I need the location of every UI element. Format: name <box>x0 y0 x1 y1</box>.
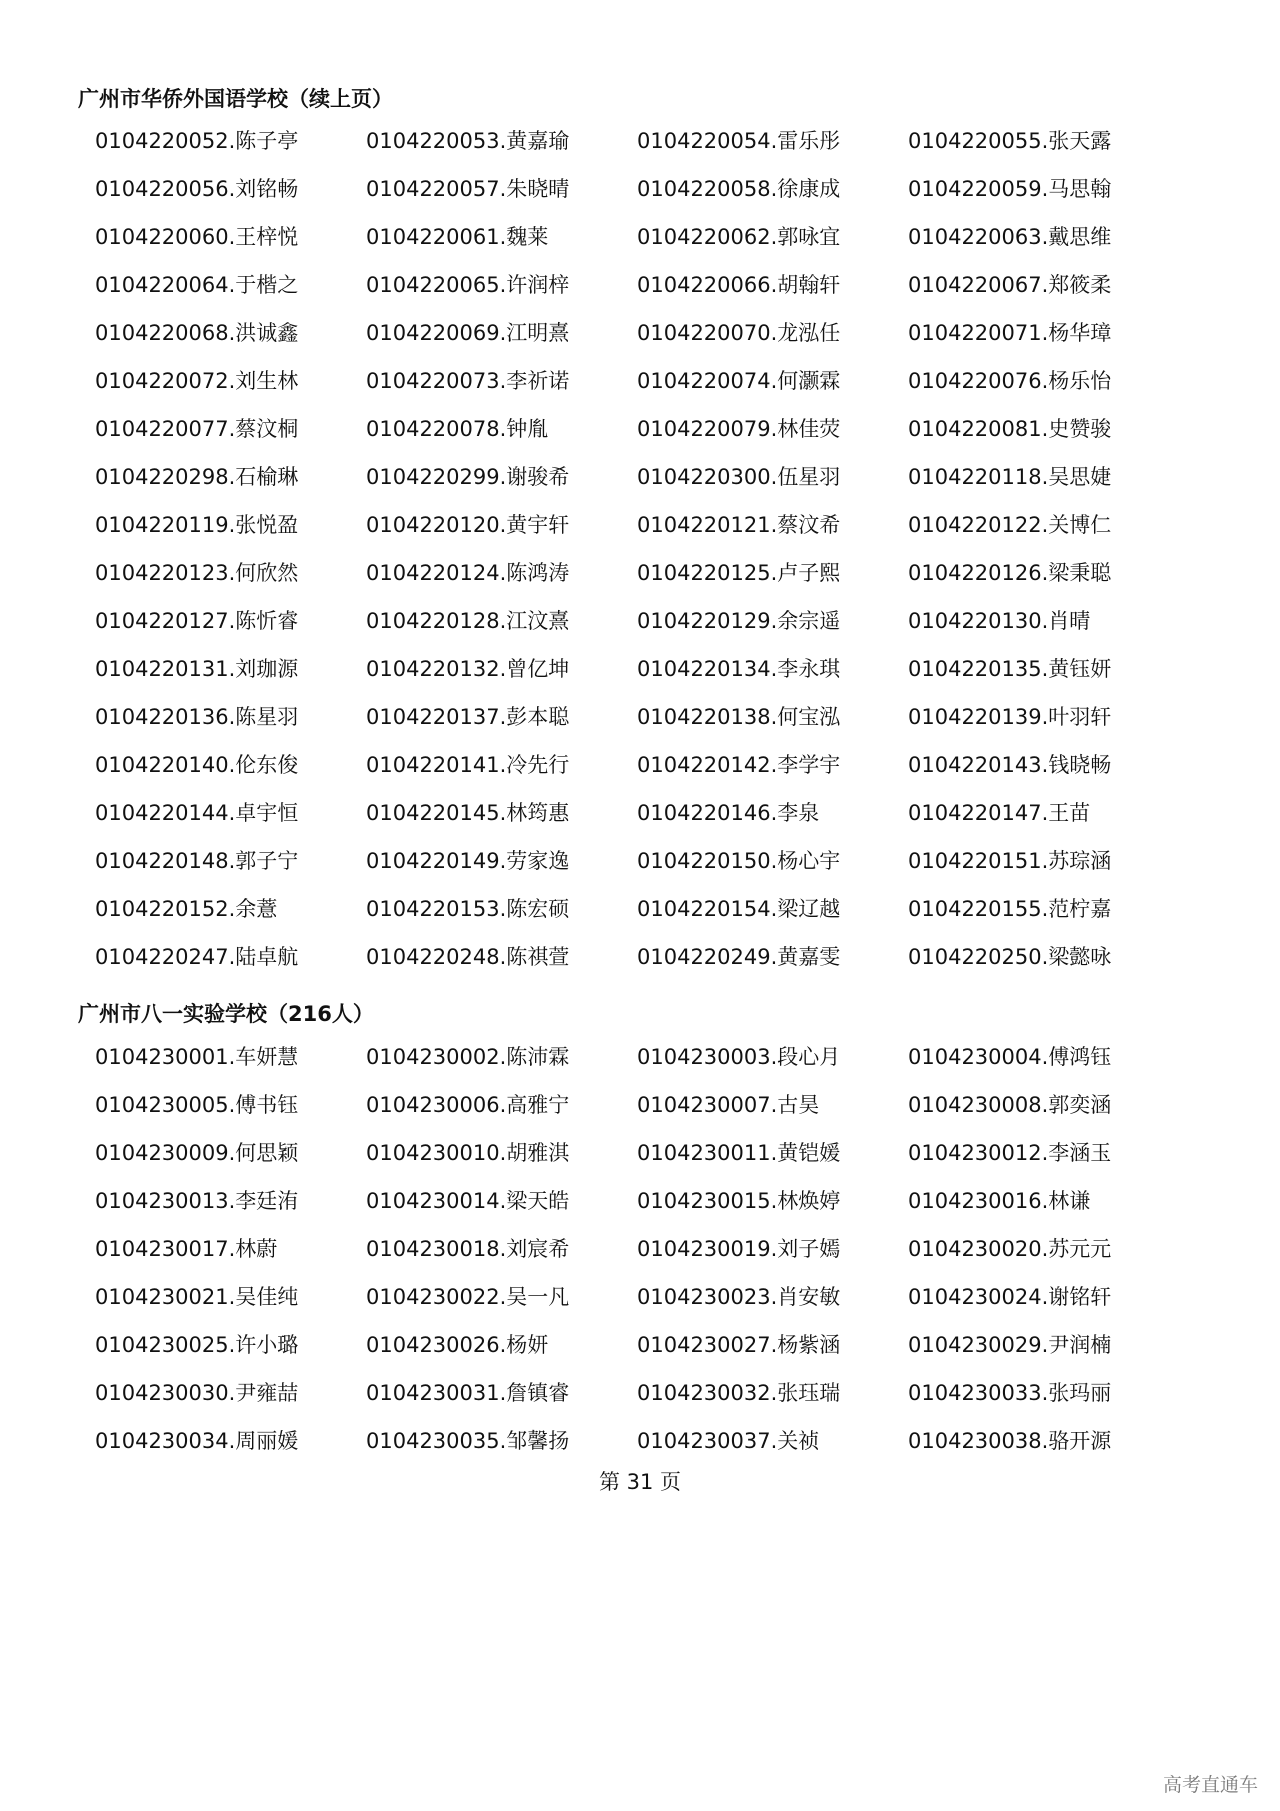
list-item: 0104230022.吴一凡 <box>366 1285 570 1309</box>
name-list <box>95 1033 1179 1465</box>
list-item: 0104220057.朱晓晴 <box>366 177 570 201</box>
list-item: 0104230035.邹馨扬 <box>366 1429 570 1453</box>
list-item: 0104220136.陈星羽 <box>95 705 299 729</box>
list-item: 0104220081.史赞骏 <box>908 417 1112 441</box>
list-item: 0104220072.刘生林 <box>95 369 299 393</box>
list-item: 0104220299.谢骏希 <box>366 465 570 489</box>
list-item: 0104220141.冷先行 <box>366 753 570 777</box>
list-item: 0104230006.高雅宁 <box>366 1093 570 1117</box>
list-item: 0104220060.王梓悦 <box>95 225 299 249</box>
list-item: 0104220298.石榆琳 <box>95 465 299 489</box>
list-item: 0104220123.何欣然 <box>95 561 299 585</box>
watermark: 高考直通车 <box>1162 1774 1258 1796</box>
list-item: 0104220055.张天露 <box>908 129 1112 153</box>
list-item: 0104220146.李泉 <box>637 801 820 825</box>
list-item: 0104220131.刘珈源 <box>95 657 299 681</box>
list-item: 0104220140.伦东俊 <box>95 753 299 777</box>
list-item: 0104220053.黄嘉瑜 <box>366 129 570 153</box>
list-item: 0104230026.杨妍 <box>366 1333 549 1357</box>
list-item: 0104230005.傅书钰 <box>95 1093 299 1117</box>
list-item: 0104230017.林蔚 <box>95 1237 278 1261</box>
list-item: 0104220121.蔡汶希 <box>637 513 841 537</box>
list-item: 0104220063.戴思维 <box>908 225 1112 249</box>
list-item: 0104220153.陈宏硕 <box>366 897 570 921</box>
list-item: 0104220151.苏琮涵 <box>908 849 1112 873</box>
list-item: 0104220066.胡翰轩 <box>637 273 841 297</box>
list-item: 0104220065.许润梓 <box>366 273 570 297</box>
list-item: 0104220148.郭子宁 <box>95 849 299 873</box>
list-item: 0104230009.何思颖 <box>95 1141 299 1165</box>
list-item: 0104220155.范柠嘉 <box>908 897 1112 921</box>
list-item: 0104220250.梁懿咏 <box>908 945 1112 969</box>
list-item: 0104220142.李学宇 <box>637 753 841 777</box>
list-item: 0104230010.胡雅淇 <box>366 1141 570 1165</box>
name-list <box>95 117 1179 981</box>
list-item: 0104230038.骆开源 <box>908 1429 1112 1453</box>
list-item: 0104220118.吴思婕 <box>908 465 1112 489</box>
list-item: 0104220138.何宝泓 <box>637 705 841 729</box>
list-item: 0104230025.许小璐 <box>95 1333 299 1357</box>
list-item: 0104230021.吴佳纯 <box>95 1285 299 1309</box>
list-item: 0104230031.詹镇睿 <box>366 1381 570 1405</box>
list-item: 0104230032.张珏瑞 <box>637 1381 841 1405</box>
list-item: 0104220120.黄宇轩 <box>366 513 570 537</box>
list-item: 0104230001.车妍慧 <box>95 1045 299 1069</box>
list-item: 0104220300.伍星羽 <box>637 465 841 489</box>
list-item: 0104220068.洪诚鑫 <box>95 321 299 345</box>
list-item: 0104230007.古昊 <box>637 1093 820 1117</box>
list-item: 0104220126.梁秉聪 <box>908 561 1112 585</box>
list-item: 0104220070.龙泓任 <box>637 321 841 345</box>
list-item: 0104230034.周丽媛 <box>95 1429 299 1453</box>
list-item: 0104220059.马思翰 <box>908 177 1112 201</box>
list-item: 0104220076.杨乐怡 <box>908 369 1112 393</box>
list-item: 0104220061.魏莱 <box>366 225 549 249</box>
list-item: 0104220079.林佳荧 <box>637 417 841 441</box>
list-item: 0104230018.刘宸希 <box>366 1237 570 1261</box>
list-item: 0104220127.陈忻睿 <box>95 609 299 633</box>
list-item: 0104220129.余宗遥 <box>637 609 841 633</box>
list-item: 0104230016.林谦 <box>908 1189 1091 1213</box>
list-item: 0104220145.林筠惠 <box>366 801 570 825</box>
list-item: 0104220071.杨华璋 <box>908 321 1112 345</box>
list-item: 0104230023.肖安敏 <box>637 1285 841 1309</box>
list-item: 0104220067.郑筱柔 <box>908 273 1112 297</box>
list-item: 0104220056.刘铭畅 <box>95 177 299 201</box>
list-item: 0104220139.叶羽轩 <box>908 705 1112 729</box>
list-item: 0104220247.陆卓航 <box>95 945 299 969</box>
list-item: 0104220143.钱晓畅 <box>908 753 1112 777</box>
list-item: 0104230033.张玛丽 <box>908 1381 1112 1405</box>
list-item: 0104220119.张悦盈 <box>95 513 299 537</box>
list-item: 0104230027.杨紫涵 <box>637 1333 841 1357</box>
list-item: 0104220134.李永琪 <box>637 657 841 681</box>
list-item: 0104220062.郭咏宜 <box>637 225 841 249</box>
list-item: 0104220124.陈鸿涛 <box>366 561 570 585</box>
list-item: 0104220137.彭本聪 <box>366 705 570 729</box>
list-item: 0104220130.肖晴 <box>908 609 1091 633</box>
list-item: 0104220054.雷乐彤 <box>637 129 841 153</box>
list-item: 0104220125.卢子熙 <box>637 561 841 585</box>
list-item: 0104230004.傅鸿钰 <box>908 1045 1112 1069</box>
list-item: 0104220064.于楷之 <box>95 273 299 297</box>
list-item: 0104230037.关祯 <box>637 1429 820 1453</box>
list-item: 0104220135.黄钰妍 <box>908 657 1112 681</box>
list-item: 0104220069.江明熹 <box>366 321 570 345</box>
list-item: 0104220152.余薏 <box>95 897 278 921</box>
list-item: 0104220144.卓宇恒 <box>95 801 299 825</box>
list-item: 0104230012.李涵玉 <box>908 1141 1112 1165</box>
list-item: 0104230015.林焕婷 <box>637 1189 841 1213</box>
list-item: 0104230011.黄铠媛 <box>637 1141 841 1165</box>
list-item: 0104220128.江汶熹 <box>366 609 570 633</box>
page-number: 第 31 页 <box>598 1470 682 1494</box>
list-item: 0104230030.尹雍喆 <box>95 1381 299 1405</box>
list-item: 0104230024.谢铭轩 <box>908 1285 1112 1309</box>
list-item: 0104230002.陈沛霖 <box>366 1045 570 1069</box>
list-item: 0104230020.苏元元 <box>908 1237 1112 1261</box>
list-item: 0104220058.徐康成 <box>637 177 841 201</box>
list-item: 0104230008.郭奕涵 <box>908 1093 1112 1117</box>
section-title: 广州市华侨外国语学校（续上页） <box>78 87 393 111</box>
list-item: 0104220132.曾亿坤 <box>366 657 570 681</box>
list-item: 0104220052.陈子亭 <box>95 129 299 153</box>
list-item: 0104220150.杨心宇 <box>637 849 841 873</box>
section-title: 广州市八一实验学校（216人） <box>78 1002 374 1026</box>
list-item: 0104230014.梁天皓 <box>366 1189 570 1213</box>
list-item: 0104220077.蔡汶桐 <box>95 417 299 441</box>
list-item: 0104230019.刘子嫣 <box>637 1237 841 1261</box>
list-item: 0104220073.李祈诺 <box>366 369 570 393</box>
list-item: 0104220074.何灏霖 <box>637 369 841 393</box>
list-item: 0104220078.钟胤 <box>366 417 549 441</box>
list-item: 0104220249.黄嘉雯 <box>637 945 841 969</box>
list-item: 0104220154.梁辽越 <box>637 897 841 921</box>
list-item: 0104220248.陈祺萱 <box>366 945 570 969</box>
list-item: 0104220149.劳家逸 <box>366 849 570 873</box>
list-item: 0104230029.尹润楠 <box>908 1333 1112 1357</box>
list-item: 0104220122.关博仁 <box>908 513 1112 537</box>
list-item: 0104230013.李廷洧 <box>95 1189 299 1213</box>
list-item: 0104220147.王苗 <box>908 801 1091 825</box>
list-item: 0104230003.段心月 <box>637 1045 841 1069</box>
